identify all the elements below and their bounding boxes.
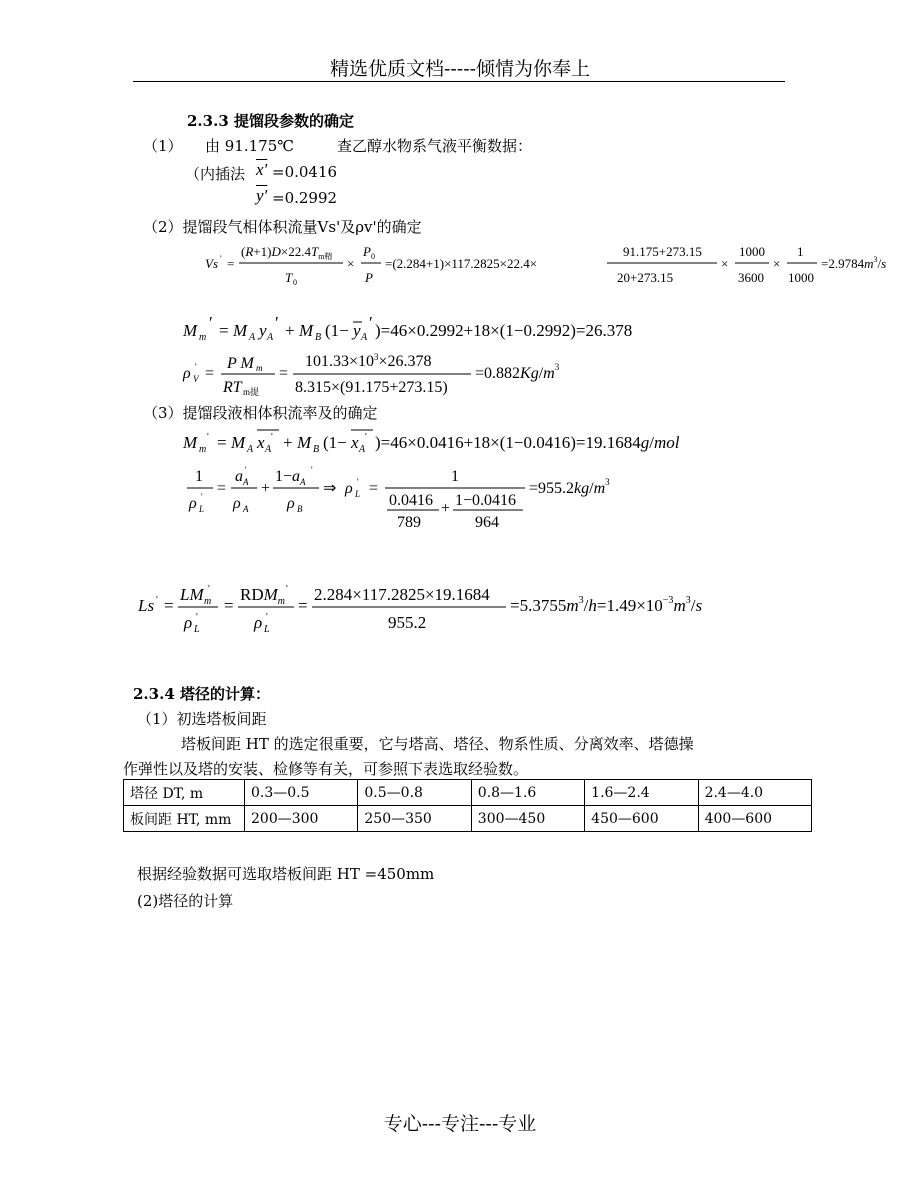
svg-text:x: x [257,433,265,452]
svg-text:=: = [224,596,234,615]
svg-text:+: + [285,321,295,340]
svg-text:y: y [259,321,267,340]
svg-text:': ' [357,477,359,487]
svg-text:B: B [297,504,303,514]
svg-text:m: m [199,444,207,455]
svg-text:V: V [193,374,199,384]
svg-text:=: = [205,365,215,382]
section-233-heading: 2.3.3 提馏段参数的确定 [187,112,354,130]
equation-ls [136,582,786,634]
table-cell: 1.6—2.4 [585,780,698,806]
svg-text:×: × [347,256,355,271]
item1-text2: 查乙醇水物系气液平衡数据： [337,137,533,155]
svg-text:': ' [311,465,313,475]
svg-text:(1−: (1− [325,321,349,340]
svg-text:ρ: ρ [184,613,193,632]
svg-text:0: 0 [371,252,375,261]
svg-text:Ls: Ls [138,596,155,615]
section-234-para-line1: 塔板间距 HT 的选定很重要，它与塔高、塔径、物系性质、分离效率、塔德操 [181,735,694,753]
svg-text:B: B [315,332,322,343]
table-row-label: 塔径 DT, m [124,780,245,806]
equation-mm-liquid [181,425,741,457]
svg-text:A: A [359,444,366,455]
svg-text:M: M [183,433,198,452]
svg-text:B: B [313,444,320,455]
svg-text:y: y [353,321,361,340]
table-cell: 0.3—0.5 [245,780,358,806]
svg-text:M: M [233,321,248,340]
svg-text:′: ′ [209,313,213,332]
svg-text:A: A [249,332,256,343]
svg-text:=: = [298,596,308,615]
svg-text:964: 964 [475,514,499,531]
svg-text:955.2: 955.2 [388,613,427,632]
table-cell: 0.5—0.8 [358,780,471,806]
svg-text:=: = [217,480,227,497]
interp-label: （内插法 [185,165,246,183]
item1-prefix: （1） [143,137,183,155]
item3-title: （3）提馏段液相体积流率及的确定 [143,404,378,422]
svg-text:m: m [256,363,263,373]
svg-text:a: a [235,468,243,485]
y-var: y' [256,186,268,205]
svg-text:A: A [243,477,249,487]
svg-text:1: 1 [195,468,203,485]
svg-text:=0.882Kg/m3: $=0.882Kg/m^3$ [475,362,560,382]
svg-text:': ' [266,612,268,623]
svg-text:=955.2kg/m3: $=955.2kg/m^3$ [529,477,610,497]
svg-text:ρ: ρ [287,495,295,512]
table-row-label: 板间距 HT, mm [124,806,245,832]
svg-text:′: ′ [369,313,373,332]
svg-text:A: A [265,444,272,455]
svg-text:=: = [369,480,379,497]
page-header: 精选优质文档-----倾情为你奉上 [329,58,591,80]
svg-text:101.33×103×26.378: $101.33\times 10^3\times 26.378$ [305,352,432,370]
svg-text:': ' [365,432,367,443]
svg-text:A: A [361,332,368,343]
svg-text:A: A [267,332,274,343]
svg-text:M: M [183,321,198,340]
svg-text:+: + [441,500,451,517]
table-cell: 200—300 [245,806,358,832]
svg-text:1−0.0416: 1−0.0416 [455,492,517,509]
svg-text:ρ: ρ [345,480,353,497]
page-footer: 专心---专注---专业 [383,1113,537,1135]
svg-text:+: + [283,433,293,452]
svg-text:LM: LM [180,585,204,604]
svg-text:P: P [365,270,373,285]
svg-text:A: A [247,444,254,455]
table-cell: 450—600 [585,806,698,832]
svg-text:ρ: ρ [233,495,241,512]
svg-text:91.175+273.15: 91.175+273.15 [623,244,702,259]
x-var: x' [256,160,268,179]
svg-text:×: × [773,256,781,271]
svg-text:)=46×0.0416+18×(1−0.0416)=19.1: )=46×0.0416+18×(1−0.0416)=19.1684g/mol [375,433,680,452]
svg-text:1−aA: $1-a_A$ [275,468,306,487]
svg-text:RDMm: $RDM_m$ [240,585,286,607]
svg-text:ρ: ρ [189,495,197,512]
svg-text:': ' [196,612,198,623]
svg-text:1: 1 [797,244,804,259]
svg-text:': ' [286,584,288,595]
svg-text:': ' [208,584,210,595]
svg-text:T: T [285,270,293,285]
section-234-item2: (2)塔径的计算 [137,892,234,910]
svg-text:0.0416: 0.0416 [389,492,433,509]
svg-text:A: A [243,504,249,514]
section-234-heading: 2.3.4 塔径的计算： [133,685,270,703]
svg-text:1: 1 [451,468,459,485]
svg-text:L: L [264,624,270,635]
svg-text:⇒: ⇒ [323,480,337,497]
table-cell: 400—600 [698,806,811,832]
table-cell: 0.8—1.6 [471,780,584,806]
svg-text:M: M [231,433,246,452]
svg-text:20+273.15: 20+273.15 [617,270,674,285]
svg-text:ρ: ρ [254,613,263,632]
svg-text:=: = [164,596,174,615]
svg-text:′: ′ [275,313,279,332]
svg-text:M: M [297,433,312,452]
svg-text:=: = [219,321,229,340]
svg-text:': ' [271,432,273,443]
svg-text:L: L [194,624,200,635]
svg-text:=: = [217,433,227,452]
svg-text:(R+1)D×22.4Tm精: $(R+1)D\times 22.4T_{m精}$ [241,244,333,261]
svg-text:RT: RT [223,379,242,396]
svg-text:=5.3755m3/h=1.49×10−3m3/s: $=5.3755m^3/h=1.49\times 10^{-3}m^3/s$ [510,595,703,615]
svg-text:2.284×117.2825×19.1684: 2.284×117.2825×19.1684 [314,585,490,604]
conclusion-text: 根据经验数据可选取塔板间距 HT =450mm [137,865,435,883]
header-rule [133,81,785,82]
svg-text:M: M [299,321,314,340]
x-value: =0.0416 [272,163,338,181]
svg-text:=2.9784m3/s: $=2.9784m^3/s$ [821,255,887,271]
equation-mm-vapor [181,314,701,344]
table-cell: 250—350 [358,806,471,832]
svg-text:P: P [363,244,371,259]
svg-text:789: 789 [397,514,421,531]
y-value: =0.2992 [272,189,338,207]
svg-text:': ' [220,254,222,264]
svg-text:1000: 1000 [788,270,814,285]
section-234-item1: （1）初选塔板间距 [137,710,267,728]
svg-text:=: = [279,365,289,382]
item2-title: （2）提馏段气相体积流量Vs'及ρv'的确定 [143,218,422,236]
svg-text:L: L [355,489,361,499]
svg-text:m: m [204,596,212,607]
svg-text:': ' [207,432,209,443]
equation-rho-l [185,464,655,534]
svg-text:3600: 3600 [738,270,764,285]
svg-text:Vs: Vs [205,256,218,271]
table-row [124,780,812,806]
svg-text:8.315×(91.175+273.15): 8.315×(91.175+273.15) [295,379,448,396]
svg-text:': ' [195,362,197,372]
svg-text:)=46×0.2992+18×(1−0.2992)=26.3: )=46×0.2992+18×(1−0.2992)=26.378 [375,321,633,340]
svg-text:m提: m提 [243,387,260,397]
section-234-para-line2: 作弹性以及塔的安装、检修等有关，可参照下表选取经验数。 [123,760,529,778]
svg-text:=: = [227,256,235,271]
svg-text:L: L [199,504,205,514]
svg-text:1000: 1000 [739,244,765,259]
svg-text:ρ: ρ [183,365,191,382]
svg-text:=(2.284+1)×117.2825×22.4×: =(2.284+1)×117.2825×22.4× [385,256,538,271]
equation-vs [205,240,885,288]
svg-text:0: 0 [293,278,297,287]
svg-text:+: + [261,480,271,497]
svg-text:': ' [245,465,247,475]
table-cell: 2.4—4.0 [698,780,811,806]
table-row [124,806,812,832]
item1-text: 由 91.175℃ [205,137,295,155]
svg-text:P M: P M [227,355,254,372]
svg-text:×: × [721,256,729,271]
svg-text:(1−: (1− [323,433,347,452]
svg-text:x: x [351,433,359,452]
svg-text:m: m [199,332,207,343]
equation-rho-v [181,352,601,398]
plate-spacing-table [123,779,812,832]
svg-text:': ' [156,595,158,606]
svg-text:': ' [201,492,203,502]
table-cell: 300—450 [471,806,584,832]
